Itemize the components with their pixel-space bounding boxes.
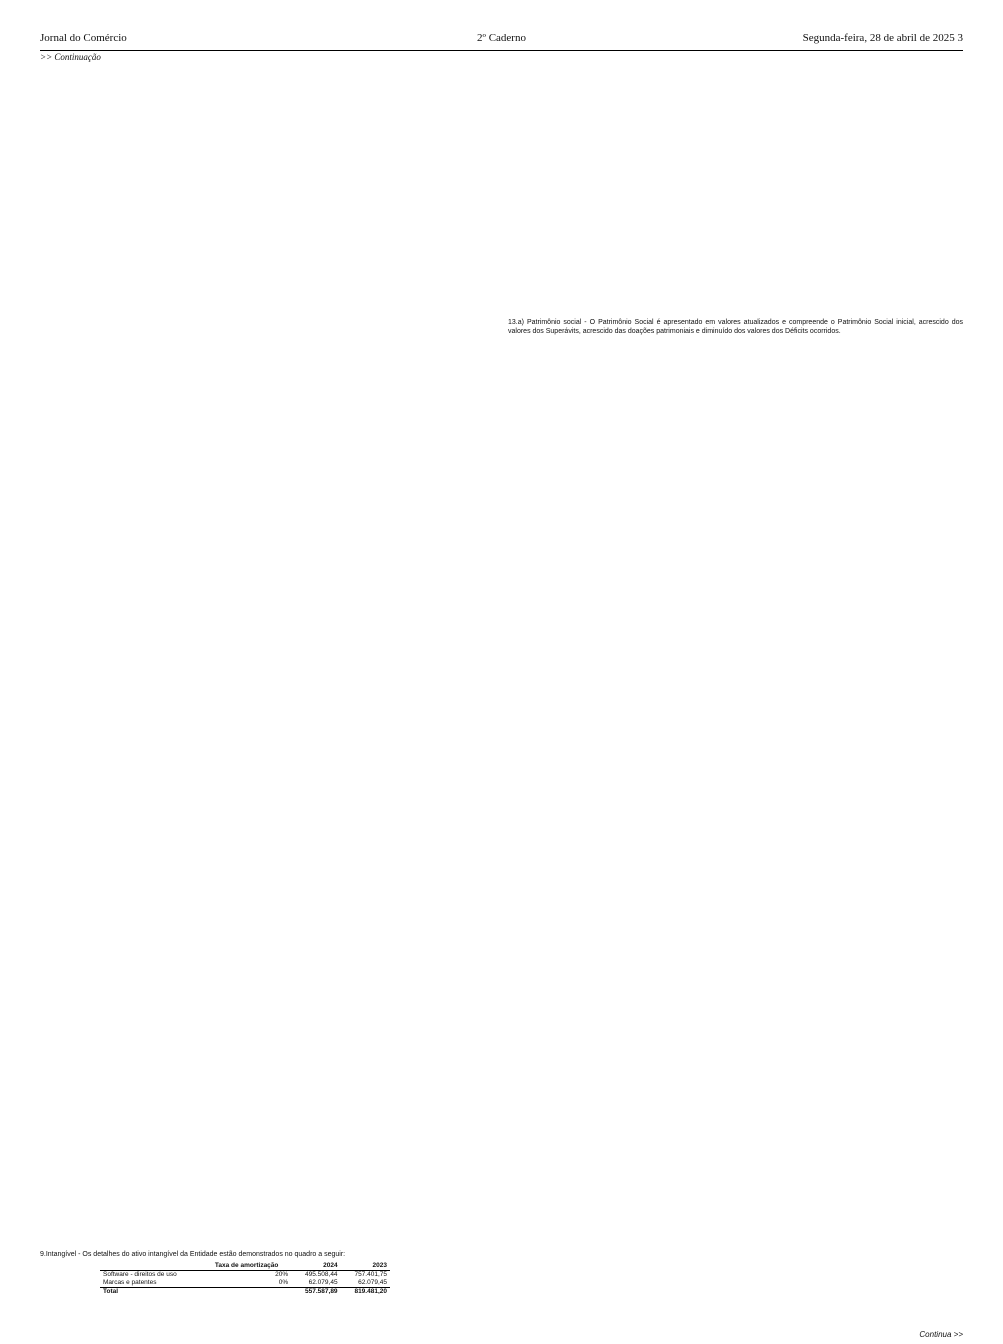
total-label: Total <box>100 1288 202 1297</box>
continuation-label: >> Continuação <box>40 52 101 62</box>
row-label: Software - direitos de uso <box>103 1271 177 1278</box>
intangivel-section <box>40 1250 480 1296</box>
section-name: 2º Caderno <box>477 32 526 44</box>
total-value-2024: 557.587,89 <box>291 1288 340 1297</box>
row-rate: 0% <box>278 1279 289 1286</box>
intangivel-table <box>100 1262 390 1296</box>
page-header <box>40 28 963 51</box>
column-header <box>100 1262 202 1271</box>
row-rate: 20% <box>275 1271 289 1278</box>
date-and-page <box>803 28 963 48</box>
row-label: Marcas e patentes <box>103 1279 157 1286</box>
column-header: 2024 <box>291 1262 340 1271</box>
patrimonio-liquido-text: 13.a) Patrimônio social - O Patrimônio Social é apresentado em valores atualizados e compreende o Patrimônio Social inicial, acrescido dos valores dos Superávits, acrescido das doações patrimoniais e diminuído dos valores dos Déficits ocorridos. <box>508 319 963 335</box>
row-value-2024: 495.508,44 <box>305 1271 338 1278</box>
patrimonio-liquido-section <box>508 318 963 336</box>
row-value-2023: 62.079,45 <box>358 1279 387 1286</box>
continuation-footer: Continua >> <box>919 1330 963 1339</box>
column-header: Taxa de amortização <box>202 1262 291 1271</box>
total-value-2023: 819.481,20 <box>341 1288 390 1297</box>
column-header: 2023 <box>341 1262 390 1271</box>
table-header-row <box>100 1262 390 1271</box>
table-total-row <box>100 1288 390 1297</box>
row-value-2024: 62.079,45 <box>308 1279 338 1286</box>
intangivel-text: 9.Intangível - Os detalhes do ativo intangível da Entidade estão demonstrados no quadro a seguir: <box>40 1251 346 1258</box>
row-value-2023: 757.401,75 <box>354 1271 387 1278</box>
page-number: 3 <box>957 32 963 44</box>
issue-date: Segunda-feira, 28 de abril de 2025 <box>802 32 955 44</box>
newspaper-name: Jornal do Comércio <box>40 32 127 44</box>
table-row <box>100 1279 390 1288</box>
table-row <box>100 1271 390 1280</box>
